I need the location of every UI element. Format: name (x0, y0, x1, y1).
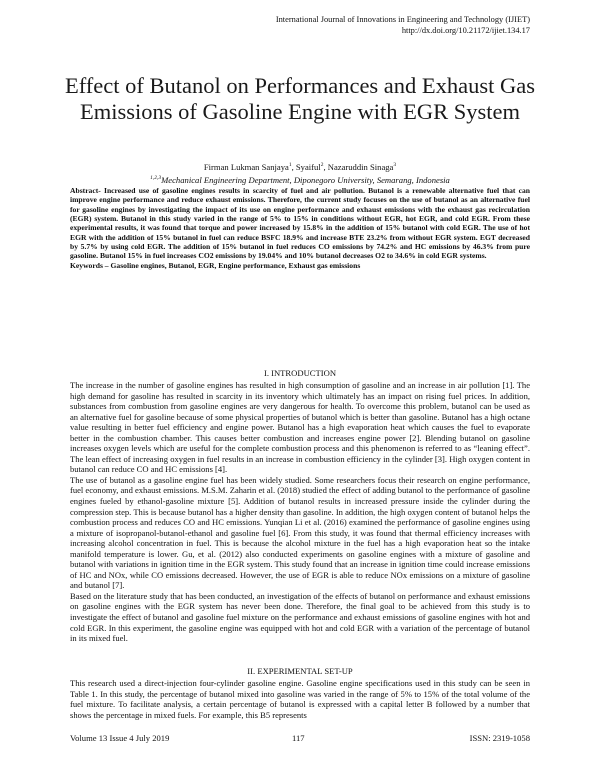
setup-paragraph: This research used a direct-injection four-cylinder gasoline engine. Gasoline engine specifications used in this study can be seen in Table 1. In this study, the percentage of butanol mixed into gasoline was varied in the range of 5% to 15% of the total volume of the fuel mixture. To facilitate analysis, a certain percentage of butanol is expressed with a capital letter B followed by a number that shows the percentage in mixed fuels. For example, this B5 represents (70, 678, 530, 720)
page-number: 117 (292, 733, 305, 743)
affiliation (70, 173, 530, 186)
section-title-introduction: I. INTRODUCTION (263, 368, 337, 378)
journal-name: International Journal of Innovations in Engineering and Technology (IJIET) (275, 15, 530, 24)
keywords: Keywords – Gasoline engines, Butanol, EGR, Engine performance, Exhaust gas emissions (70, 260, 361, 270)
paper-title: Effect of Butanol on Performances and Exhaust Gas Emissions of Gasoline Engine with EGR System (64, 73, 536, 124)
abstract (70, 186, 530, 270)
doi-link[interactable]: http://dx.doi.org/10.21172/ijiet.134.17 (401, 26, 530, 35)
author-affil-mark: 3 (393, 162, 397, 168)
author-name: Firman Lukman Sanjaya (203, 161, 289, 172)
introduction-body (70, 380, 530, 644)
setup-body (70, 678, 530, 720)
author-name: Syaiful (295, 161, 321, 172)
abstract-text: Abstract- Increased use of gasoline engines results in scarcity of fuel and air pollution. Butanol is a renewable alternative fuel that can improve engine performance and reduce exhaust emissions. Therefore, the current study focuses on the use of butanol as an alternative fuel for gasoline engines by investigating the impact of its use on engine performance and exhaust emissions with the exhaust gas recirculation (EGR) system. Butanol in this study varied in the range of 5% to 15% in conditions without EGR, hot EGR, and cold EGR. From these experimental results, it was found that torque and power increased by 15.8% in the addition of 15% butanol with cold EGR. The use of hot EGR with the addition of 15% butanol in fuel can reduce BSFC 18.9% and increase BTE 23.2% from without EGR system. EGT decreased by 5.7% by using cold EGR. The addition of 15% butanol in fuel reduces CO emissions by 74.2% and HC emissions by 46.3% from pure gasoline. Butanol 15% in fuel increases CO2 emissions by 19.04% and 10% butanol decreases O2 to 34.6% in cold EGR systems. (70, 186, 530, 261)
intro-paragraph: Based on the literature study that has been conducted, an investigation of the effects of butanol on performance and exhaust emissions on gasoline engines with the EGR system has never been done. Therefore, the final goal to be achieved from this study is to investigate the effect of butanol and gasoline fuel mixture on the performance and exhaust emissions of gasoline engines with hot and cold EGR. In this experiment, the gasoline engine was equipped with hot and cold EGR with a variation of the percentage of butanol in its mixed fuel. (70, 590, 530, 644)
footer-volume: Volume 13 Issue 4 July 2019 (70, 733, 170, 743)
author-list (70, 160, 530, 173)
affiliation-mark: 1,2,3 (150, 174, 162, 181)
author-block (70, 160, 530, 186)
intro-paragraph: The increase in the number of gasoline engines has resulted in high consumption of gasoline and an increase in air pollution [1]. The high demand for gasoline has resulted in scarcity in its inventory which ultimately has an impact on rising fuel prices. In addition, substances from combustion from gasoline engines are very dangerous for health. To overcome this problem, butanol can be used as an alternative fuel for gasoline because of some physical properties of butanol which is better than gasoline. Butanol has a high octane value resulting in better fuel efficiency and engine power. Butanol has a high evaporation heat which causes the fuel to evaporate better in the combustion chamber. This causes better combustion and increases engine power [2]. Blending butanol on gasoline increases oxygen levels which are useful for the complete combustion process and this phenomenon is referred to as “leaning effect”. The lean effect of increasing oxygen in fuel results in an increase in combustion efficiency in the cylinder [3]. High oxygen content in butanol can reduce CO and HC emissions [4]. (70, 380, 530, 475)
affiliation-text: Mechanical Engineering Department, Diponegoro University, Semarang, Indonesia (161, 174, 450, 185)
author-affil-mark: 2 (320, 162, 324, 168)
author-separator: , (291, 161, 296, 172)
author-affil-mark: 1 (288, 162, 292, 168)
section-title-experimental-setup: II. EXPERIMENTAL SET-UP (247, 666, 353, 676)
footer-issn: ISSN: 2319-1058 (469, 733, 530, 743)
author-separator: , (323, 161, 328, 172)
author-name: Nazaruddin Sinaga (327, 161, 394, 172)
journal-header (276, 14, 530, 36)
intro-paragraph: The use of butanol as a gasoline engine fuel has been widely studied. Some researchers focus their research on engine performance, fuel economy, and exhaust emissions. M.S.M. Zaharin et al. (2018) studied the effect of adding butanol to the performance of gasoline engines fueled by ethanol-gasoline mixture [5]. Addition of butanol results in increased pressure inside the cylinder during the compression step. This is because butanol has a higher density than gasoline. In addition, the high oxygen content of butanol helps the combustion process and reduces CO and HC emissions. Yunqian Li et al. (2016) examined the performance of gasoline engines using a mixture of isopropanol-butanol-ethanol and gasoline fuel [6]. From this study, it was found that thermal efficiency increases with increasing alcohol concentration in fuel. This is because the alcohol mixture in the fuel has a high evaporation heat so the intake manifold temperature is lower. Gu, et al. (2012) also conducted experiments on gasoline engines with a mixture of gasoline and butanol with variations in ignition time in the EGR system. This study found that an increase in ignition time could increase emissions of HC and NOx, while CO emissions decreased. However, the use of EGR is able to reduce NOx emissions on a mixture of gasoline and butanol [7]. (70, 474, 530, 591)
